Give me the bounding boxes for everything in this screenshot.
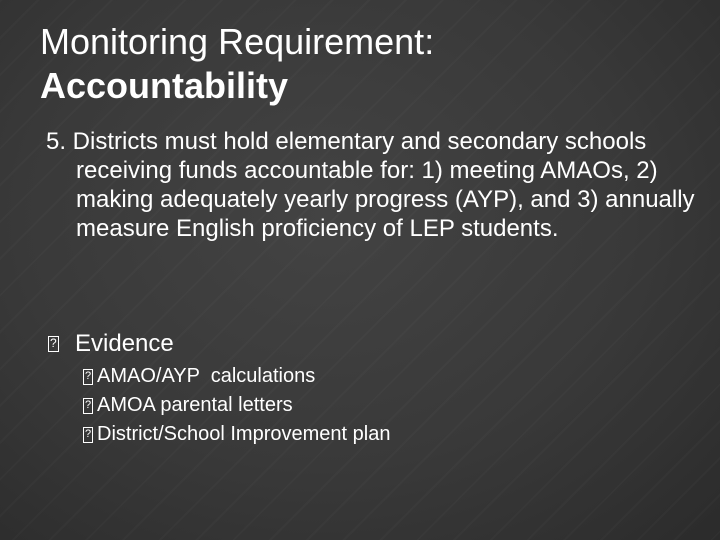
list-item bbox=[83, 362, 390, 391]
missing-glyph-box-icon bbox=[83, 427, 93, 443]
list-item bbox=[83, 391, 390, 420]
title-line-1: Monitoring Requirement: bbox=[40, 21, 435, 62]
list-item-text: AMAO/AYP calculations bbox=[97, 365, 316, 387]
evidence-label: Evidence bbox=[75, 330, 174, 357]
list-item-text: District/School Improvement plan bbox=[97, 423, 391, 445]
evidence-bullet bbox=[48, 328, 174, 360]
requirement-paragraph: 5. Districts must hold elementary and secondary schools receiving funds accountable for: 1) meeting AMAOs, 2) making adequately yearly progress (AYP), and 3) annually measure English proficiency of LEP students. bbox=[46, 128, 695, 242]
evidence-list bbox=[83, 362, 390, 449]
list-item bbox=[83, 420, 390, 449]
missing-glyph-box-icon bbox=[48, 336, 59, 352]
missing-glyph-box-icon bbox=[83, 398, 93, 414]
slide-title bbox=[40, 20, 690, 108]
missing-glyph-box-icon bbox=[83, 369, 93, 385]
title-line-2: Accountability bbox=[40, 65, 289, 106]
list-item-text: AMOA parental letters bbox=[97, 394, 293, 416]
